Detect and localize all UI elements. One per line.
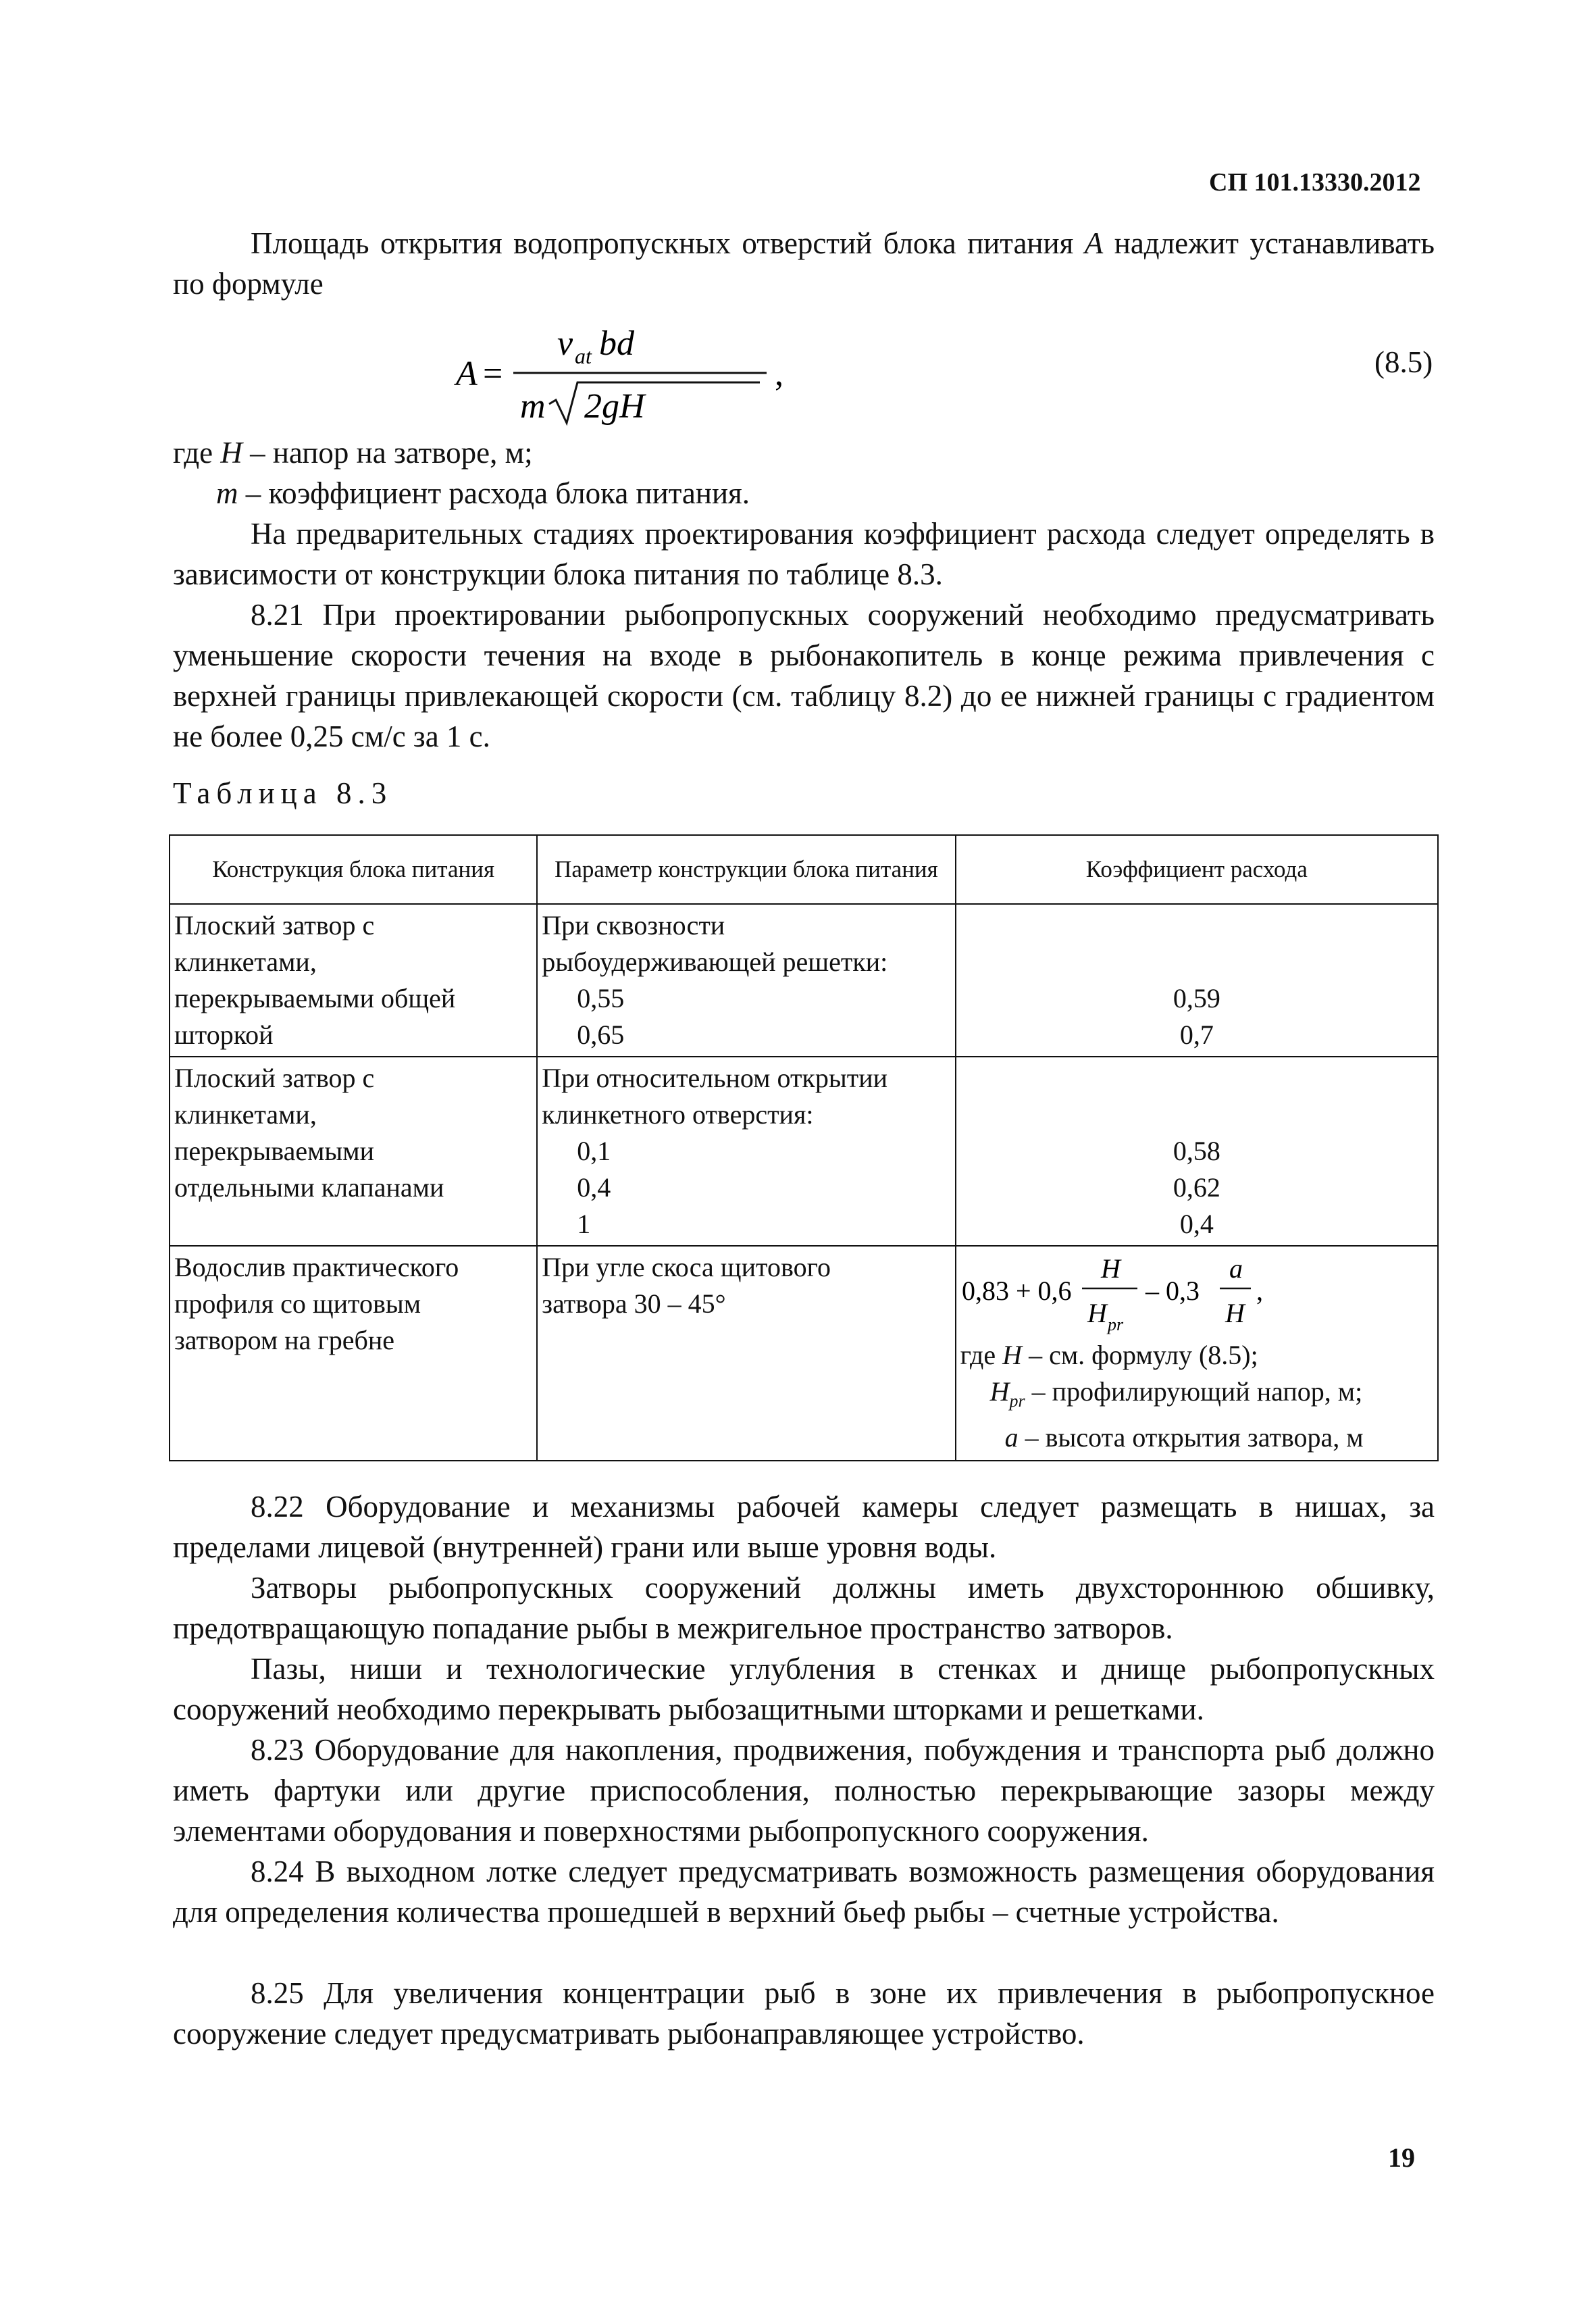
row1-coefficient (956, 904, 1438, 1057)
formula-equals: = (483, 355, 503, 393)
table-header-row (170, 835, 1438, 904)
row3-c1-line: профиля со щитовым (174, 1288, 421, 1319)
equation-number: (8.5) (1374, 345, 1433, 379)
row2-c1-line: перекрываемыми (174, 1136, 374, 1166)
row2-coef-value: 0,58 (1173, 1136, 1220, 1166)
note-text-hpr: – профилирующий напор, м; (1025, 1376, 1363, 1407)
table-row (170, 1057, 1438, 1246)
note-text-a: – высота открытия затвора, м (1018, 1422, 1364, 1453)
row2-construction (170, 1057, 537, 1246)
weir-formula-num1: H (1100, 1253, 1121, 1284)
row2-coefficient (956, 1057, 1438, 1246)
row3-c1-line: затвором на гребне (174, 1325, 394, 1355)
paragraph-8-25: 8.25 Для увеличения концентрации рыб в зоне их привлечения в рыбопропускное сооружение следует предусматривать рыбонаправляющее устройство. (173, 1976, 1435, 2051)
where-text-h: – напор на затворе, м; (242, 436, 533, 470)
note-var-hpr: H (989, 1376, 1010, 1407)
row1-c1-line: перекрываемыми общей (174, 983, 456, 1013)
formula-den-rad: 2gH (584, 387, 645, 426)
where-line-m (216, 473, 750, 513)
formula-8-5 (442, 318, 848, 432)
table-row (170, 1246, 1438, 1461)
formula-lhs: A (456, 355, 478, 393)
weir-formula-den2: H (1225, 1298, 1245, 1328)
weir-formula-term1: 0,83 + 0,6 (961, 1276, 1072, 1306)
where-line-h (173, 432, 533, 473)
note-var-a: a (1004, 1422, 1019, 1453)
weir-formula-den1: H (1087, 1298, 1107, 1328)
weir-coefficient-formula (960, 1249, 1366, 1337)
formula-num-sub: at (575, 344, 592, 368)
note-prefix: где (960, 1340, 1003, 1370)
row2-c2-line: При относительном открытии (542, 1063, 888, 1093)
row2-param-value: 1 (577, 1209, 591, 1239)
weir-formula-num2: a (1229, 1253, 1243, 1284)
intro-text-b: надлежит устанавливать по формуле (173, 226, 1435, 301)
row2-c1-line: отдельными клапанами (174, 1172, 444, 1203)
where-text-m: – коэффициент расхода блока питания. (238, 476, 750, 510)
row3-parameter (537, 1246, 955, 1461)
note-text-h: – см. формулу (8.5); (1022, 1340, 1258, 1370)
row1-c2-line: рыбоудерживающей решетки: (542, 947, 888, 977)
paragraph-8-23: 8.23 Оборудование для накопления, продвижения, побуждения и транспорта рыб должно иметь фартуки или другие приспособления, полностью перекрывающие зазоры между элементами оборудования и поверхностями рыбопропускного сооружения. (173, 1733, 1435, 1848)
row1-c1-line: шторкой (174, 1020, 274, 1050)
row1-construction (170, 904, 537, 1057)
row1-param-value: 0,55 (577, 983, 625, 1013)
row3-c1-line: Водослив практического (174, 1252, 459, 1282)
intro-text-a: Площадь открытия водопропускных отверстий блока питания (251, 226, 1085, 260)
where-var-h: H (220, 436, 242, 470)
page-number: 19 (1388, 2142, 1415, 2173)
paragraph-gates-sheathing: Затворы рыбопропускных сооружений должны иметь двухстороннюю обшивку, предотвращающую попадание рыбы в межригельное пространство затворов. (173, 1571, 1435, 1645)
row1-c1-line: Плоский затвор с (174, 910, 375, 940)
table-row (170, 904, 1438, 1057)
weir-formula-comma: , (1256, 1276, 1263, 1306)
paragraph-preliminary-stages: На предварительных стадиях проектирования коэффициент расхода следует определять в зависимости от конструкции блока питания по таблице 8.3. (173, 517, 1435, 591)
weir-note-h (960, 1337, 1433, 1374)
where-var-m: m (216, 476, 238, 510)
row2-coef-value: 0,62 (1173, 1172, 1220, 1203)
header-parameter: Параметр конструкции блока питания (537, 835, 955, 904)
row1-param-value: 0,65 (577, 1020, 625, 1050)
row2-coef-value: 0,4 (1179, 1209, 1214, 1239)
weir-formula-den1-sub: pr (1107, 1315, 1123, 1334)
weir-formula-term2: – 0,3 (1145, 1276, 1200, 1306)
row1-coef-value: 0,7 (1179, 1020, 1214, 1050)
paragraph-8-21: 8.21 При проектировании рыбопропускных сооружений необходимо предусматривать уменьшение скорости течения на входе в рыбонакопитель в конце режима привлечения с верхней границы привлекающей скорости (см. таблицу 8.2) до ее нижней границы с градиентом не более 0,25 см/с за 1 с. (173, 598, 1435, 753)
weir-note-a (960, 1419, 1433, 1456)
row1-c2-line: При сквозности (542, 910, 725, 940)
where-prefix: где (173, 436, 221, 470)
note-var-hpr-sub: pr (1009, 1391, 1025, 1411)
row1-c1-line: клинкетами, (174, 947, 317, 977)
formula-radical-sign (549, 382, 760, 423)
header-coefficient: Коэффициент расхода (956, 835, 1438, 904)
row3-c2-line: затвора 30 – 45° (542, 1288, 726, 1319)
row2-param-value: 0,4 (577, 1172, 611, 1203)
note-var-h: H (1002, 1340, 1023, 1370)
row3-c2-line: При угле скоса щитового (542, 1252, 831, 1282)
row1-coef-value: 0,59 (1173, 983, 1220, 1013)
row2-c1-line: Плоский затвор с (174, 1063, 375, 1093)
row1-parameter (537, 904, 955, 1057)
paragraph-8-22: 8.22 Оборудование и механизмы рабочей камеры следует размещать в нишах, за пределами лицевой (внутренней) грани или выше уровня воды. (173, 1490, 1435, 1564)
weir-note-hpr (960, 1374, 1433, 1419)
header-construction: Конструкция блока питания (170, 835, 537, 904)
row2-param-value: 0,1 (577, 1136, 611, 1166)
row2-c1-line: клинкетами, (174, 1099, 317, 1130)
paragraph-grooves-niches: Пазы, ниши и технологические углубления в стенках и днище рыбопропускных сооружений необходимо перекрывать рыбозащитными шторками и решетками. (173, 1652, 1435, 1726)
paragraph-8-24: 8.24 В выходном лотке следует предусматривать возможность размещения оборудования для определения количества прошедшей в верхний бьеф рыбы – счетные устройства. (173, 1855, 1435, 1929)
table-title: Таблица 8.3 (173, 776, 393, 810)
document-code: СП 101.13330.2012 (1209, 168, 1421, 197)
row3-construction (170, 1246, 537, 1461)
table-8-3 (169, 834, 1439, 1461)
formula-num-v: v (557, 324, 573, 363)
row3-coefficient (956, 1246, 1438, 1461)
row2-c2-line: клинкетного отверстия: (542, 1099, 814, 1130)
intro-var-a: A (1084, 226, 1104, 260)
paragraph-area-formula-intro (173, 223, 1435, 304)
formula-comma: , (775, 355, 783, 393)
formula-num-rest: bd (599, 324, 634, 363)
row2-parameter (537, 1057, 955, 1246)
formula-den-m: m (520, 387, 546, 426)
